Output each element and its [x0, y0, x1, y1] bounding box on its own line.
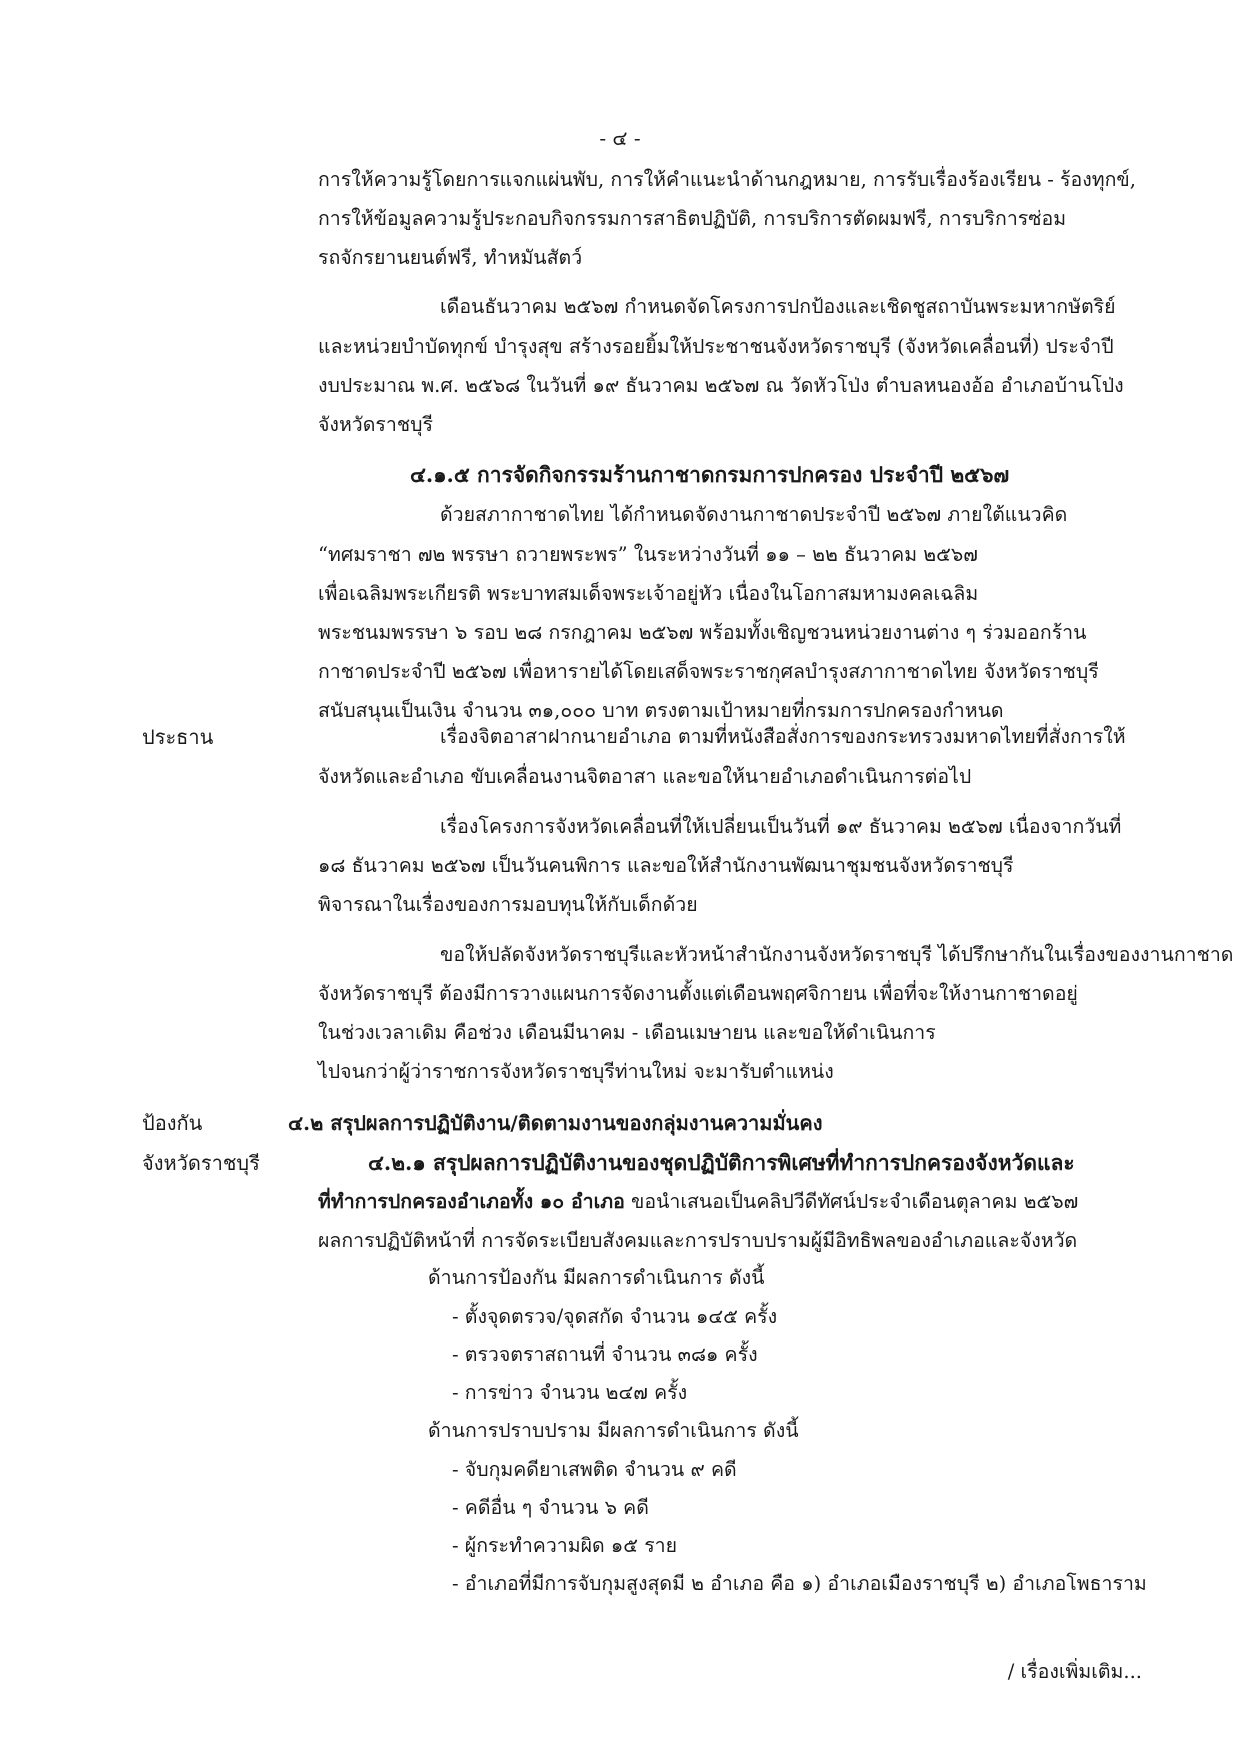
heading-4-1-5: ๔.๑.๕ การจัดกิจกรรมร้านกาชาดกรมการปกครอง ประจำปี ๒๕๖๗: [410, 462, 1010, 487]
para6-line-1: ขอให้ปลัดจังหวัดราชบุรีและหัวหน้าสำนักงานจังหวัดราชบุรี ได้ปรึกษากันในเรื่องของงานกาชาด: [440, 943, 1234, 966]
para6-line-3: ในช่วงเวลาเดิม คือช่วง เดือนมีนาคม - เดือนเมษายน และขอให้ดำเนินการ: [318, 1021, 936, 1044]
side-label-province: จังหวัดราชบุรี: [142, 1151, 260, 1175]
suppression-item: - จับกุมคดียาเสพติด จำนวน ๙ คดี: [452, 1458, 737, 1481]
heading-4-2: ๔.๒ สรุปผลการปฏิบัติงาน/ติดตามงานของกลุ่มงานความมั่นคง: [288, 1111, 823, 1135]
para2-line-1: เดือนธันวาคม ๒๕๖๗ กำหนดจัดโครงการปกป้องและเชิดชูสถาบันพระมหากษัตริย์: [440, 295, 1116, 318]
suppression-item: - ผู้กระทำความผิด ๑๕ ราย: [452, 1534, 678, 1557]
heading-4-2-1-rest: ขอนำเสนอเป็นคลิปวีดีทัศน์ประจำเดือนตุลาคม ๒๕๖๗: [624, 1190, 1079, 1213]
para2-line-3: งบประมาณ พ.ศ. ๒๕๖๘ ในวันที่ ๑๙ ธันวาคม ๒๕๖๗ ณ วัดหัวโป่ง ตำบลหนองอ้อ อำเภอบ้านโป่ง: [318, 374, 1124, 397]
prevention-item: - การข่าว จำนวน ๒๔๗ ครั้ง: [452, 1381, 688, 1404]
para3-line-4: พระชนมพรรษา ๖ รอบ ๒๘ กรกฎาคม ๒๕๖๗ พร้อมทั้งเชิญชวนหน่วยงานต่าง ๆ ร่วมออกร้าน: [318, 621, 1087, 644]
para1-line-1: การให้ความรู้โดยการแจกแผ่นพับ, การให้คำแนะนำด้านกฎหมาย, การรับเรื่องร้องเรียน - ร้องทุกข์,: [318, 168, 1136, 191]
prevention-title: ด้านการป้องกัน มีผลการดำเนินการ ดังนี้: [428, 1266, 765, 1289]
page-number: - ๔ -: [599, 126, 641, 150]
para6-line-4: ไปจนกว่าผู้ว่าราชการจังหวัดราชบุรีท่านใหม่ จะมารับตำแหน่ง: [318, 1060, 834, 1083]
para7-line: ผลการปฏิบัติหน้าที่ การจัดระเบียบสังคมและการปราบปรามผู้มีอิทธิพลของอำเภอและจังหวัด: [318, 1229, 1078, 1252]
continuation-footer: / เรื่องเพิ่มเติม...: [1007, 1660, 1142, 1683]
para1-line-3: รถจักรยานยนต์ฟรี, ทำหมันสัตว์: [318, 246, 583, 269]
para3-line-2: “ทศมราชา ๗๒ พรรษา ถวายพระพร” ในระหว่างวันที่ ๑๑ – ๒๒ ธันวาคม ๒๕๖๗: [318, 543, 978, 566]
para3-line-5: กาชาดประจำปี ๒๕๖๗ เพื่อหารายได้โดยเสด็จพระราชกุศลบำรุงสภากาชาดไทย จังหวัดราชบุรี: [318, 660, 1099, 683]
heading-4-2-1-bold: ที่ทำการปกครองอำเภอทั้ง ๑๐ อำเภอ: [318, 1190, 625, 1213]
para2-line-4: จังหวัดราชบุรี: [318, 413, 433, 436]
side-label-protect: ป้องกัน: [142, 1111, 203, 1135]
prevention-item: - ตั้งจุดตรวจ/จุดสกัด จำนวน ๑๔๕ ครั้ง: [452, 1305, 778, 1328]
para2-line-2: และหน่วยบำบัดทุกข์ บำรุงสุข สร้างรอยยิ้มให้ประชาชนจังหวัดราชบุรี (จังหวัดเคลื่อนที่) ประจำปี: [318, 335, 1114, 358]
heading-4-2-1: ๔.๒.๑ สรุปผลการปฏิบัติงานของชุดปฏิบัติการพิเศษที่ทำการปกครองจังหวัดและ: [368, 1150, 1075, 1175]
para5-line-3: พิจารณาในเรื่องของการมอบทุนให้กับเด็กด้วย: [318, 893, 698, 916]
para5-line-1: เรื่องโครงการจังหวัดเคลื่อนที่ให้เปลี่ยนเป็นวันที่ ๑๙ ธันวาคม ๒๕๖๗ เนื่องจากวันที่: [440, 815, 1122, 838]
para1-line-2: การให้ข้อมูลความรู้ประกอบกิจกรรมการสาธิตปฏิบัติ, การบริการตัดผมฟรี, การบริการซ่อม: [318, 207, 1067, 230]
suppression-item: - อำเภอที่มีการจับกุมสูงสุดมี ๒ อำเภอ คือ ๑) อำเภอเมืองราชบุรี ๒) อำเภอโพธาราม: [452, 1572, 1147, 1595]
para3-line-3: เพื่อเฉลิมพระเกียรติ พระบาทสมเด็จพระเจ้าอยู่หัว เนื่องในโอกาสมหามงคลเฉลิม: [318, 582, 979, 605]
para3-line-6: สนับสนุนเป็นเงิน จำนวน ๓๑,๐๐๐ บาท ตรงตามเป้าหมายที่กรมการปกครองกำหนด: [318, 699, 1004, 722]
para5-line-2: ๑๘ ธันวาคม ๒๕๖๗ เป็นวันคนพิการ และขอให้สำนักงานพัฒนาชุมชนจังหวัดราชบุรี: [318, 854, 1014, 877]
heading-4-2-1-line-2: [318, 1187, 1078, 1217]
para4-line-2: จังหวัดและอำเภอ ขับเคลื่อนงานจิตอาสา และขอให้นายอำเภอดำเนินการต่อไป: [318, 765, 972, 788]
para6-line-2: จังหวัดราชบุรี ต้องมีการวางแผนการจัดงานตั้งแต่เดือนพฤศจิกายน เพื่อที่จะให้งานกาชาดอยู่: [318, 982, 1078, 1005]
suppression-title: ด้านการปราบปราม มีผลการดำเนินการ ดังนี้: [428, 1419, 799, 1442]
prevention-item: - ตรวจตราสถานที่ จำนวน ๓๘๑ ครั้ง: [452, 1343, 758, 1366]
para4-line-1: เรื่องจิตอาสาฝากนายอำเภอ ตามที่หนังสือสั่งการของกระทรวงมหาดไทยที่สั่งการให้: [440, 725, 1126, 748]
side-label-chairman: ประธาน: [142, 725, 214, 749]
suppression-item: - คดีอื่น ๆ จำนวน ๖ คดี: [452, 1496, 649, 1519]
para3-line-1: ด้วยสภากาชาดไทย ได้กำหนดจัดงานกาชาดประจำปี ๒๕๖๗ ภายใต้แนวคิด: [440, 503, 1068, 526]
